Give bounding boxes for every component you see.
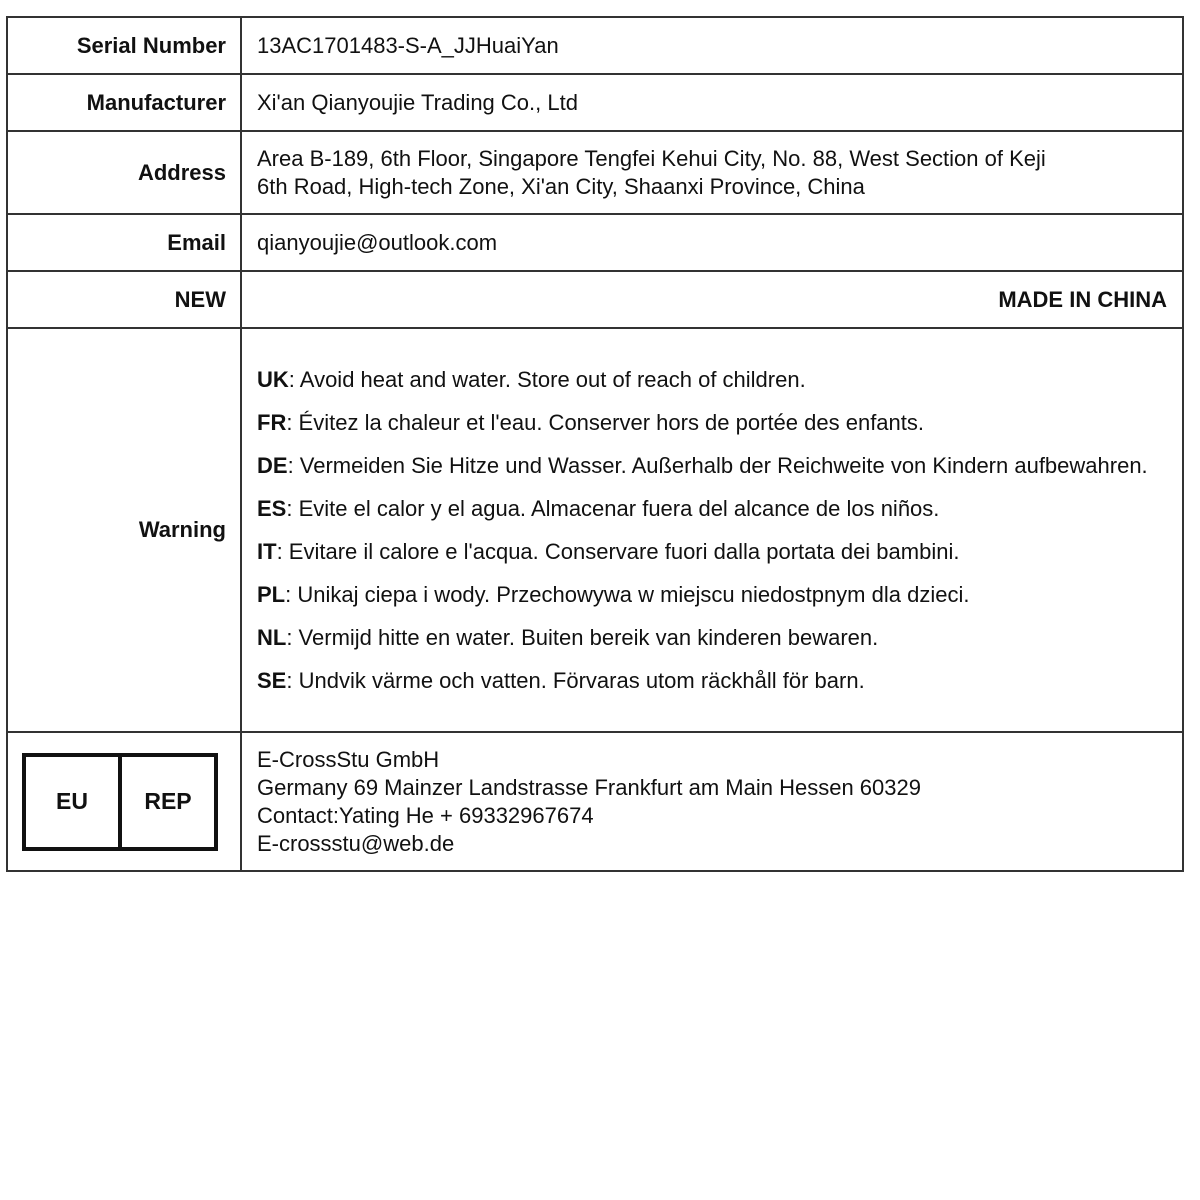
eu-rep-contact: Contact:Yating He + 69332967674 [257, 802, 594, 828]
warning-row [7, 328, 1183, 732]
eu-rep-company: E-CrossStu GmbH [257, 746, 440, 772]
warning-code: PL [257, 581, 286, 607]
warning-item-de [257, 452, 1167, 480]
warning-code: NL [257, 624, 287, 650]
email-label: Email [7, 214, 241, 271]
origin-value: MADE IN CHINA [241, 271, 1183, 328]
eu-rep-badge-cell [7, 732, 241, 871]
warning-text: : Evite el calor y el agua. Almacenar fuera del alcance de los niños. [286, 495, 940, 521]
warning-text: : Vermeiden Sie Hitze und Wasser. Außerhalb der Reichweite von Kindern aufbewahren. [287, 452, 1148, 478]
warning-code: SE [257, 667, 287, 693]
warning-item-nl [257, 624, 1167, 652]
warning-item-fr [257, 409, 1167, 437]
warning-item-pl [257, 581, 1167, 609]
warning-text: : Undvik värme och vatten. Förvaras utom räckhåll för barn. [286, 667, 865, 693]
eu-rep-email: E-crossstu@web.de [257, 830, 455, 856]
email-value: qianyoujie@outlook.com [241, 214, 1183, 271]
eu-rep-details [241, 732, 1183, 871]
warning-value [241, 328, 1183, 732]
warning-list [257, 366, 1167, 695]
warning-item-es [257, 495, 1167, 523]
warning-code: IT [257, 538, 277, 564]
warning-text: : Avoid heat and water. Store out of reach of children. [288, 366, 806, 392]
condition-label: NEW [7, 271, 241, 328]
warning-item-it [257, 538, 1167, 566]
address-value [241, 131, 1183, 214]
warning-item-se [257, 667, 1167, 695]
email-row [7, 214, 1183, 271]
eu-rep-badge [22, 753, 218, 851]
eu-rep-row [7, 732, 1183, 871]
product-label-table [6, 16, 1184, 872]
condition-row [7, 271, 1183, 328]
serial-number-row [7, 17, 1183, 74]
address-row [7, 131, 1183, 214]
rep-badge-text: REP [118, 757, 214, 847]
address-label: Address [7, 131, 241, 214]
manufacturer-label: Manufacturer [7, 74, 241, 131]
warning-text: : Évitez la chaleur et l'eau. Conserver hors de portée des enfants. [286, 409, 924, 435]
warning-code: ES [257, 495, 287, 521]
eu-rep-address: Germany 69 Mainzer Landstrasse Frankfurt am Main Hessen 60329 [257, 774, 921, 800]
address-line-1: Area B-189, 6th Floor, Singapore Tengfei Kehui City, No. 88, West Section of Keji [257, 145, 1046, 171]
address-line-2: 6th Road, High-tech Zone, Xi'an City, Shaanxi Province, China [257, 173, 865, 199]
warning-code: DE [257, 452, 288, 478]
serial-number-value: 13AC1701483-S-A_JJHuaiYan [241, 17, 1183, 74]
manufacturer-row [7, 74, 1183, 131]
warning-item-uk [257, 366, 1167, 394]
warning-text: : Evitare il calore e l'acqua. Conservare fuori dalla portata dei bambini. [276, 538, 960, 564]
warning-text: : Unikaj ciepa i wody. Przechowywa w miejscu niedostpnym dla dzieci. [285, 581, 970, 607]
warning-code: FR [257, 409, 287, 435]
manufacturer-value: Xi'an Qianyoujie Trading Co., Ltd [241, 74, 1183, 131]
warning-label: Warning [7, 328, 241, 732]
warning-text: : Vermijd hitte en water. Buiten bereik van kinderen bewaren. [286, 624, 879, 650]
warning-code: UK [257, 366, 289, 392]
eu-badge-text: EU [56, 788, 88, 814]
serial-number-label: Serial Number [7, 17, 241, 74]
